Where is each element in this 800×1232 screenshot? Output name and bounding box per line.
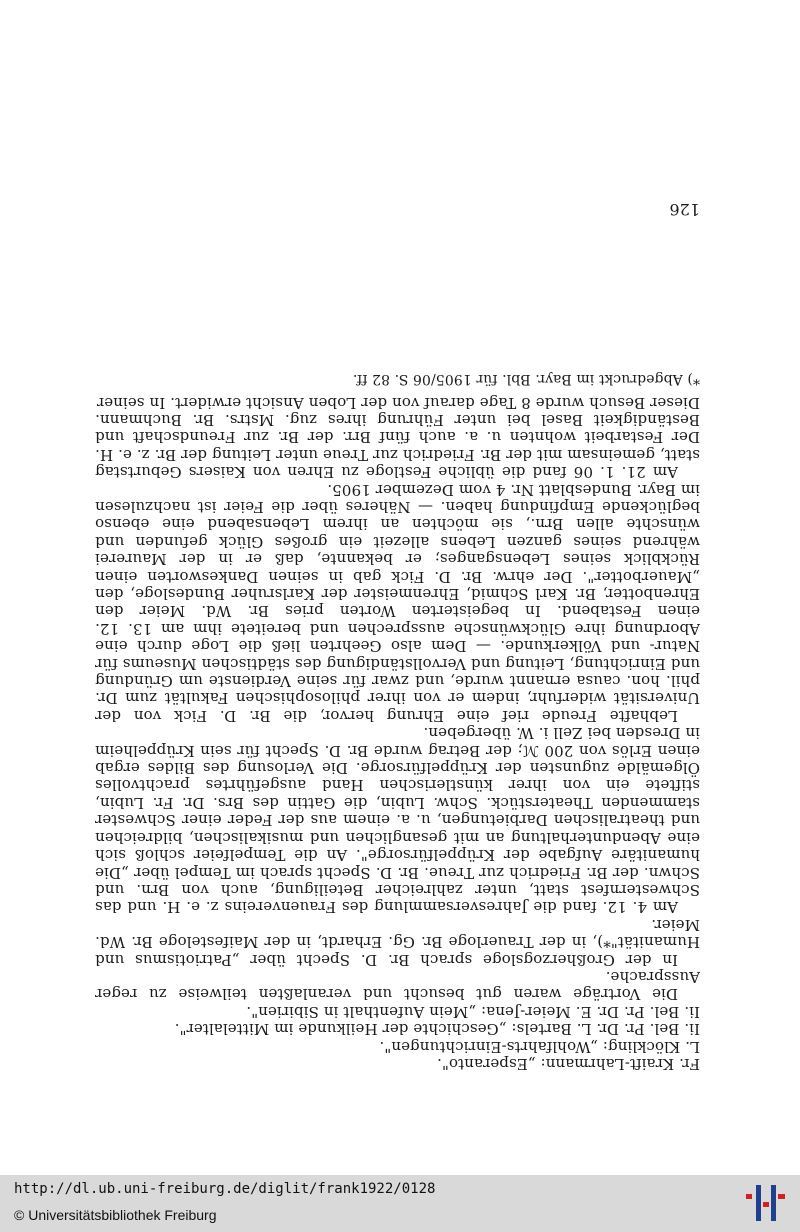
copyright-notice: © Universitätsbibliothek Freiburg bbox=[14, 1207, 217, 1223]
source-banner bbox=[0, 1175, 800, 1232]
library-logo-icon bbox=[744, 1183, 788, 1223]
text-line: L. Klöckling: „Wohlfahrts-Einrichtungen". bbox=[379, 1037, 700, 1056]
paragraph: Die Vorträge waren gut besucht und veranlaßten teilweise zu reger Aussprache. bbox=[95, 967, 700, 1004]
paragraph: In der Großherzogsloge sprach Br. D. Specht über „Patriotismus und Humanität"*), in der Trauerloge Br. Gg. Erhardt, in der Maifesteloge Br. Wd. Meier. bbox=[95, 915, 700, 969]
paragraph: Lebhafte Freude rief eine Ehrung hervor, die Br. D. Fick von der Universität widerfuhr, indem er von ihrer philosophischen Fakultät zum Dr. phil. hon. causa ernannt wurde, und zwar für seine Verdienste um Gründung und Einrichtung, Leitung und Vervollständigung des städtischen Museums für Natur- und Völkerkunde. — Dem also Geehrten ließ die Loge durch eine Abordnung ihre Glückwünsche aussprechen und bereitete ihm am 13. 12. einen Festabend. In begeisterten Worten pries Br. Wd. Meier den Ehrenbotter, Br. Karl Schmid, Ehrenmeister der Karlsruher Bundesloge, den „Mauerbotter". Der ehrw. Br. D. Fick gab in seinen Dankesworten einen Rückblick seines Lebensganges; er bekannte, daß er in der Maurerei während seines ganzen Lebens allezeit ein großes Glück gefunden und wünschte allen Brn., sie möchten an ihrem Lebensabend eine ebenso beglückende Empfindung haben. — Näheres über die Feier ist nachzulesen im Bayr. Bundesblatt Nr. 4 vom Dezember 1905. bbox=[95, 480, 700, 725]
text-line: Ii. Bel. Pr. Dr. L. Bartels: „Geschichte der Heilkunde im Mittelalter". bbox=[174, 1020, 700, 1039]
page-number: 126 bbox=[669, 200, 700, 219]
footnote: *) Abgedruckt im Bayr. Bbl. für 1905/06 S. 82 ff. bbox=[352, 371, 700, 388]
paragraph: Am 4. 12. fand die Jahresversammlung des Frauenvereins z. e. H. und das Schwesternfest statt, unter zahlreicher Beteiligung, auch von Brn. und Schwn. der Br. Friedrich zur Treue. Br. D. Specht sprach im Tempel über „Die humanitäre Aufgabe der Krüppelfürsorge". An die Tempelfeier schloß sich eine Abendunterhaltung an mit gesanglichen und musikalischen, bildreichen und theatralischen Darbietungen, u. a. einem aus der Feder einer Schwester stammenden Theaterstück. Schw. Lubin, die Gattin des Brs. Dr. Fr. Lubin, stiftete ein von ihrer künstlerischen Hand ausgeführtes prachtvolles Ölgemälde zugunsten der Krüppelfürsorge. Die Verlosung des Bildes ergab einen Erlös von 200 ℳ; der Betrag wurde Br. D. Specht für sein Krüppelheim in Dresden bei Zell i. W. übergeben. bbox=[95, 724, 700, 917]
page-text bbox=[95, 371, 700, 1072]
paragraph: Am 21. 1. 06 fand die übliche Festloge zu Ehren von Kaisers Geburtstag statt, gemeinsam mit der Br. Friedrich zur Treue unter Leitung der Br. z. e. H. Der Festarbeit wohnten u. a. auch fünf Brr. der Br. zur Freundschaft und Beständigkeit Basel bei unter Führung ihres zug. Mstrs. Br. Buchmann. Dieser Besuch wurde 8 Tage darauf von der Loben Ansicht erwidert. In seiner bbox=[95, 393, 700, 482]
text-line: Fr. Kraift-Lahrmann: „Esperanto". bbox=[437, 1055, 700, 1073]
text-line: Ii. Bel. Pr. Dr. E. Meier-Jena: „Mein Aufenthalt in Sibirien". bbox=[246, 1002, 700, 1021]
source-url-link[interactable]: http://dl.ub.uni-freiburg.de/diglit/frank1922/0128 bbox=[14, 1181, 436, 1197]
